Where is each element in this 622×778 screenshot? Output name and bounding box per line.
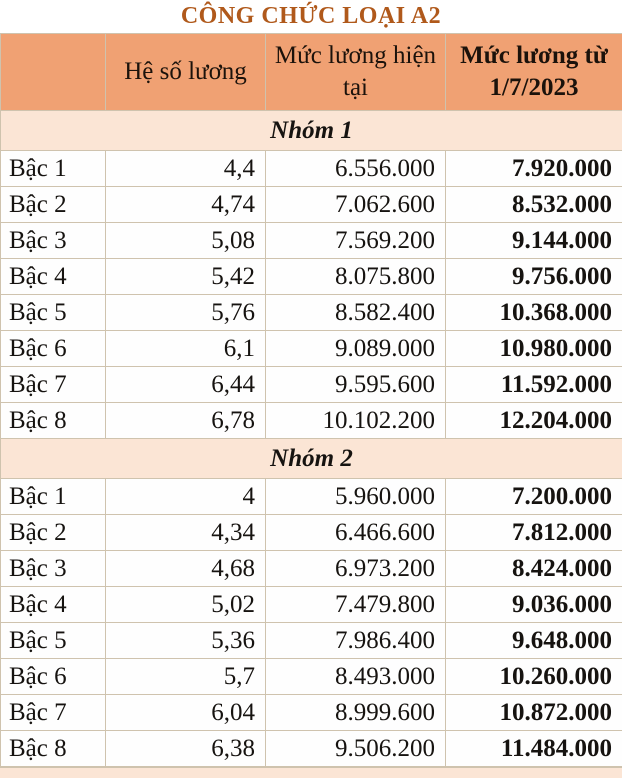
level-cell: Bậc 5 — [1, 623, 106, 659]
level-cell: Bậc 6 — [1, 331, 106, 367]
level-cell: Bậc 2 — [1, 515, 106, 551]
group-header-label: Nhóm 2 — [1, 439, 622, 479]
table-header — [1, 34, 622, 111]
bottom-strip — [0, 767, 622, 778]
level-cell: Bậc 5 — [1, 295, 106, 331]
column-header-he-so-luong: Hệ số lương — [106, 34, 266, 111]
table-row — [1, 403, 622, 439]
current-salary-cell: 7.062.600 — [266, 187, 446, 223]
current-salary-cell: 9.506.200 — [266, 731, 446, 767]
table-row — [1, 223, 622, 259]
new-salary-cell: 7.812.000 — [446, 515, 622, 551]
current-salary-cell: 6.556.000 — [266, 151, 446, 187]
current-salary-cell: 10.102.200 — [266, 403, 446, 439]
column-header-muc-luong-tu-1-7-2023: Mức lương từ 1/7/2023 — [446, 34, 622, 111]
coefficient-cell: 5,42 — [106, 259, 266, 295]
table-row — [1, 259, 622, 295]
coefficient-cell: 4 — [106, 479, 266, 515]
table-row — [1, 659, 622, 695]
coefficient-cell: 6,38 — [106, 731, 266, 767]
table-row — [1, 515, 622, 551]
current-salary-cell: 6.973.200 — [266, 551, 446, 587]
current-salary-cell: 9.089.000 — [266, 331, 446, 367]
current-salary-cell: 7.986.400 — [266, 623, 446, 659]
table-row — [1, 367, 622, 403]
table-row — [1, 695, 622, 731]
column-header-muc-luong-hien-tai: Mức lương hiện tại — [266, 34, 446, 111]
new-salary-cell: 8.424.000 — [446, 551, 622, 587]
new-salary-cell: 11.592.000 — [446, 367, 622, 403]
coefficient-cell: 4,74 — [106, 187, 266, 223]
new-salary-cell: 11.484.000 — [446, 731, 622, 767]
table-row — [1, 623, 622, 659]
new-salary-cell: 9.144.000 — [446, 223, 622, 259]
level-cell: Bậc 2 — [1, 187, 106, 223]
new-salary-cell: 7.200.000 — [446, 479, 622, 515]
current-salary-cell: 8.999.600 — [266, 695, 446, 731]
current-salary-cell: 5.960.000 — [266, 479, 446, 515]
table-row — [1, 331, 622, 367]
group-header-label: Nhóm 1 — [1, 111, 622, 151]
new-salary-cell: 10.368.000 — [446, 295, 622, 331]
coefficient-cell: 5,08 — [106, 223, 266, 259]
new-salary-cell: 9.648.000 — [446, 623, 622, 659]
table-row — [1, 587, 622, 623]
coefficient-cell: 6,44 — [106, 367, 266, 403]
coefficient-cell: 6,78 — [106, 403, 266, 439]
level-cell: Bậc 6 — [1, 659, 106, 695]
table-row — [1, 731, 622, 767]
column-header-empty — [1, 34, 106, 111]
current-salary-cell: 7.569.200 — [266, 223, 446, 259]
current-salary-cell: 7.479.800 — [266, 587, 446, 623]
coefficient-cell: 5,7 — [106, 659, 266, 695]
table-row — [1, 151, 622, 187]
level-cell: Bậc 1 — [1, 151, 106, 187]
level-cell: Bậc 7 — [1, 695, 106, 731]
new-salary-cell: 9.036.000 — [446, 587, 622, 623]
level-cell: Bậc 3 — [1, 223, 106, 259]
coefficient-cell: 4,68 — [106, 551, 266, 587]
coefficient-cell: 5,76 — [106, 295, 266, 331]
coefficient-cell: 6,1 — [106, 331, 266, 367]
new-salary-cell: 10.260.000 — [446, 659, 622, 695]
group-header-row — [1, 111, 622, 151]
table-row — [1, 295, 622, 331]
new-salary-cell: 12.204.000 — [446, 403, 622, 439]
coefficient-cell: 4,34 — [106, 515, 266, 551]
new-salary-cell: 9.756.000 — [446, 259, 622, 295]
coefficient-cell: 6,04 — [106, 695, 266, 731]
level-cell: Bậc 3 — [1, 551, 106, 587]
coefficient-cell: 4,4 — [106, 151, 266, 187]
current-salary-cell: 8.582.400 — [266, 295, 446, 331]
table-body — [1, 111, 622, 767]
current-salary-cell: 8.075.800 — [266, 259, 446, 295]
group-header-row — [1, 439, 622, 479]
table-row — [1, 551, 622, 587]
level-cell: Bậc 4 — [1, 587, 106, 623]
level-cell: Bậc 1 — [1, 479, 106, 515]
page-title: CÔNG CHỨC LOẠI A2 — [180, 3, 442, 29]
current-salary-cell: 6.466.600 — [266, 515, 446, 551]
current-salary-cell: 9.595.600 — [266, 367, 446, 403]
coefficient-cell: 5,36 — [106, 623, 266, 659]
coefficient-cell: 5,02 — [106, 587, 266, 623]
salary-table — [0, 33, 622, 767]
new-salary-cell: 8.532.000 — [446, 187, 622, 223]
table-row — [1, 187, 622, 223]
level-cell: Bậc 8 — [1, 731, 106, 767]
level-cell: Bậc 4 — [1, 259, 106, 295]
level-cell: Bậc 8 — [1, 403, 106, 439]
new-salary-cell: 7.920.000 — [446, 151, 622, 187]
table-row — [1, 479, 622, 515]
title-bar — [0, 0, 622, 33]
new-salary-cell: 10.872.000 — [446, 695, 622, 731]
level-cell: Bậc 7 — [1, 367, 106, 403]
new-salary-cell: 10.980.000 — [446, 331, 622, 367]
current-salary-cell: 8.493.000 — [266, 659, 446, 695]
